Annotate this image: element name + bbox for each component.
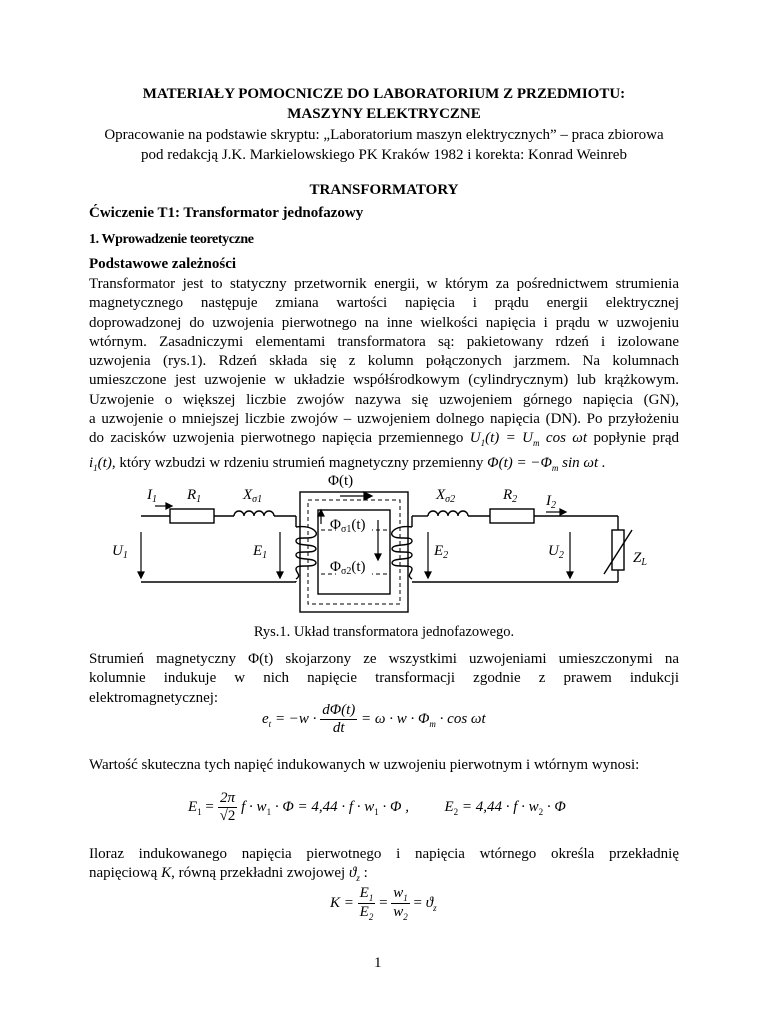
sym: · cos ωt [439,710,486,727]
label-i2 [545,493,556,511]
sym: 1 [262,550,268,561]
sym: σ2 [445,494,456,505]
equation-induced-voltage [262,702,486,737]
sym: cos ωt [545,430,588,447]
sym: 1 [152,494,157,505]
sym: (t) = U [485,430,533,447]
sym: z [433,902,437,913]
sym: 2 [512,494,518,505]
text-span: napięciową [89,865,158,882]
sym: $w_1$ [393,885,408,903]
text-line: uzwojenia (rys.1). Rdzeń składa się z kolumn połączonych jarzmem. Na kolumnach [89,353,679,370]
text-line: Iloraz indukowanego napięcia pierwotnego i napięcia wtórnego określa przekładnię [89,846,679,862]
sym: i [89,454,94,471]
paragraph-rms [89,756,679,775]
sym: I [546,493,551,509]
figure-caption: Rys.1. Układ transformatora jednofazowego. [253,624,515,640]
text-line: Wartość skuteczna tych napięć indukowanych w uzwojeniu pierwotnym i wtórnym wynosi: [89,757,640,773]
sym: dt [332,720,345,736]
sym: sin ωt . [562,454,606,471]
label-r1 [186,487,201,505]
fraction [358,885,376,922]
fraction [391,885,410,922]
sym: E [434,543,444,559]
label-u1 [112,543,128,561]
sym: I [147,487,152,503]
paragraph-flux [89,650,679,708]
sym: = −w · [274,710,317,727]
sym: 2 [443,550,449,561]
sym: σ1 [252,494,263,505]
text-line: doprowadzonej do uzwojenia pierwotnego na inne wielkości napięcia i prądu w uzwojeniu [89,314,679,331]
text-line: magnetycznego następuje zmiana wartości napięcia i prądu energii elektrycznej [89,295,679,312]
sym: w [393,904,404,920]
sym: w [393,885,404,901]
sym: (t) [351,559,366,575]
sym: e [262,710,269,727]
label-e2 [433,543,448,561]
sym: dΦ(t) [322,702,356,718]
fraction [218,790,238,825]
document-subtitle [60,125,708,165]
sym: $E_2$ [359,904,374,922]
sym: $w_2$ [393,904,408,922]
label-i1 [146,487,157,505]
sym: Φ [330,517,341,533]
label-xs2 [435,487,455,505]
sym: · Φ , [382,798,409,815]
sym: t [268,718,272,729]
sym: U [112,543,123,559]
sym: Φ(t) = −Φ [487,454,552,471]
label-xs1 [242,487,262,505]
page-number: 1 [374,955,382,971]
subtitle-line-1: Opracowanie na podstawie skryptu: „Laboratorium maszyn elektrycznych” – praca zbiorowa [104,127,664,143]
equation-ratio [330,885,437,922]
sym: (t) [351,517,366,533]
sym: (t) [97,454,112,471]
label-e1 [252,543,267,561]
exercise-title: Ćwiczenie T1: Transformator jednofazowy [89,205,364,221]
sym: K = [330,894,354,911]
title-line-1: MATERIAŁY POMOCNICZE DO LABORATORIUM Z PRZEDMIOTU: [142,86,626,102]
sym: K [161,865,172,882]
sym: E [359,885,369,901]
sym: U [548,543,559,559]
sym: Φ [330,559,341,575]
text-line: elektromagnetycznej: [89,689,219,706]
text-line-with-formula [89,429,679,453]
sym: E [444,798,454,815]
text-span: do zacisków uzwojenia pierwotnego napięcia przemiennego [89,430,464,447]
sym: = 4,44 · f · w [461,798,539,815]
sym: m [429,718,436,729]
sym: · Φ [546,798,566,815]
text-line: umieszczone jest uzwojenie w układzie współśrodkowym (cylindrycznym) lub krążkowym. [89,372,679,389]
sym: f · w [241,798,267,815]
document-title [60,84,708,124]
sym: U [469,430,481,447]
title-line-2: MASZYNY ELEKTRYCZNE [287,106,481,122]
sym: σ1 [340,524,352,535]
label-phi-s1 [330,517,366,535]
sym: : [363,865,368,882]
subtitle-line-2: pod redakcją J.K. Markielowskiego PK Kraków 1982 i korekta: Konrad Weinreb [141,147,627,163]
formula-u1t: $U_1(t) = U_m$ cos ωt [469,430,588,449]
label-zl [633,550,647,568]
paragraph-intro [89,275,679,478]
sym: σ2 [340,566,352,577]
sym: R [187,487,197,503]
paragraph-ratio [89,845,679,889]
text-line: Transformator jest to statyczny przetwornik energii, w którym za pośrednictwem strumienia [89,276,679,292]
sym: 1 [122,550,128,561]
transformer-circuit-diagram [100,462,680,622]
label-phi-s2 [330,559,366,577]
label-phi-t: Φ(t) [328,473,354,489]
sym: 2 [558,550,564,561]
sym: √2 [219,808,236,824]
section-title: TRANSFORMATORY [309,182,459,198]
sym: · Φ = 4,44 · f · w [274,798,375,815]
sym: E [188,798,198,815]
sym: R [503,487,513,503]
label-r2 [502,487,517,505]
sym: E [359,904,369,920]
heading-introduction: 1. Wprowadzenie teoretyczne [89,232,254,247]
text-line: kolumnie indukuje w nich napięcie transformacji zgodnie z prawem indukcji [89,670,679,687]
sym: = [413,894,423,911]
text-line: wtórnym. Zasadniczymi elementami transformatora są: pakietowany rdzeń i izolowane [89,333,679,350]
text-span: , który wzbudzi w rdzeniu strumień magnetyczny przemienny [111,454,484,471]
label-u2 [548,543,564,561]
sym: z [356,873,360,884]
formula-i1t: $i_1(t)$ [89,454,112,473]
text-span: , równą przekładni zwojowej [171,865,346,882]
sym: $E_1$ [359,885,374,903]
sym: Z [633,550,642,566]
sym: X [436,487,446,503]
sym: ϑ [425,894,434,911]
sym: L [641,557,647,568]
sym: = [379,894,388,911]
text-line: a uzwojenie o mniejszej liczbie zwojów – uzwojeniem dolnego napięcia (DN). Po przyłożeniu [89,411,679,428]
sym: 1 [196,494,202,505]
equation-emf: $E_1$ = $\frac{2\pi}{√2}$ $f \cdot w_1 \cdot \Phi = 4,44 \cdot f \cdot w_1 \cdot \Phi$ , $E_2 = 4,44 \cdot f \cdot w_2 \cdot \Phi$ [188,790,566,824]
formula-phit: $\Phi(t) = -\Phi_m$ sin ωt . [487,454,606,473]
text-span: popłynie prąd [593,430,680,447]
sym: 2π [218,790,238,808]
text-line: Uzwojenie o większej liczbie zwojów nazywa się uzwojeniem górnego napięcia (GN), [89,391,679,408]
sym: 2 [551,500,556,511]
sym: ϑ [348,865,357,882]
sym: = ω · w · Φ [361,710,430,727]
sym: E [253,543,263,559]
sym: X [243,487,253,503]
fraction [320,702,357,737]
heading-basic-relations: Podstawowe zależności [89,256,237,272]
text-line: Strumień magnetyczny Φ(t) skojarzony ze wszystkimi uzwojeniami umieszczonymi na [89,651,679,667]
